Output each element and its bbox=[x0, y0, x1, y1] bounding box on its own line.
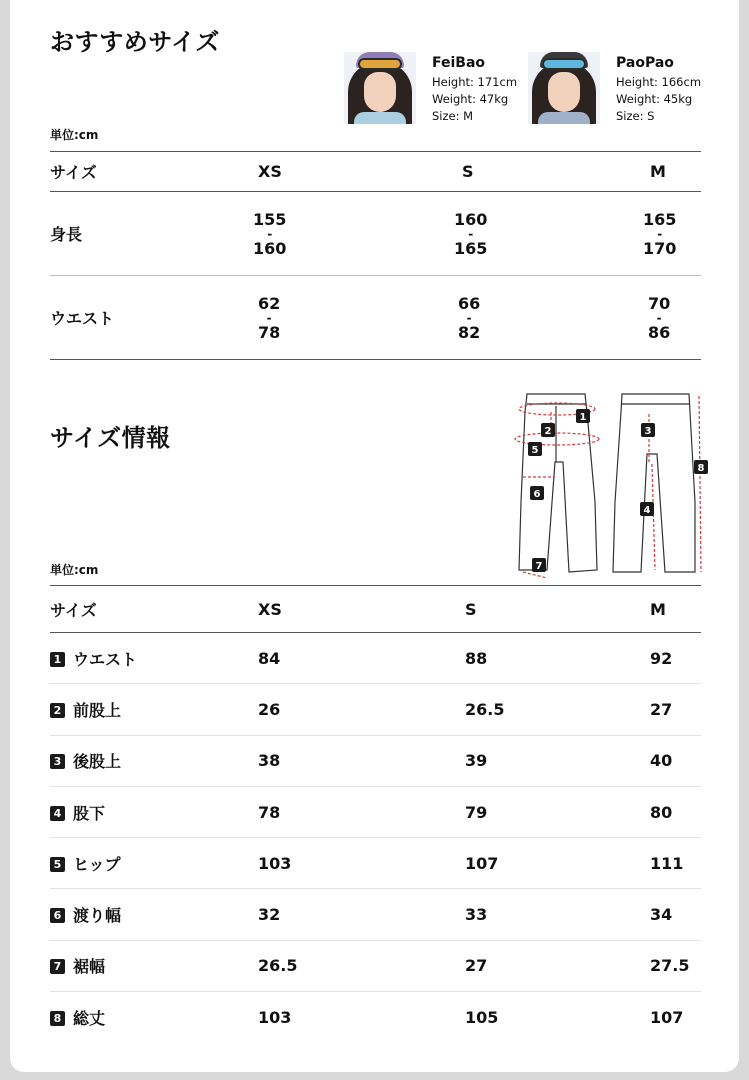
model-card-paopao bbox=[528, 52, 701, 125]
value-range: 62 - 78 bbox=[258, 294, 281, 342]
measurement-value: 105 bbox=[465, 1007, 499, 1027]
measurement-value: 103 bbox=[258, 1007, 292, 1027]
table-header-row bbox=[50, 586, 701, 633]
model-name: FeiBao bbox=[432, 55, 486, 71]
model-info bbox=[432, 52, 517, 125]
measurement-value: 26.5 bbox=[258, 956, 298, 976]
measurement-number-badge: 4 bbox=[50, 806, 65, 821]
measurement-value: 84 bbox=[258, 648, 281, 668]
measurement-label bbox=[50, 633, 258, 684]
diagram-marker-3: 3 bbox=[644, 426, 652, 437]
header-cell: M bbox=[650, 599, 666, 619]
model-size: Size: S bbox=[616, 109, 655, 123]
diagram-marker-1: 1 bbox=[579, 412, 587, 423]
model-weight: Weight: 47kg bbox=[432, 92, 509, 106]
size-chart-card bbox=[10, 0, 739, 1072]
measurement-value: 34 bbox=[650, 905, 673, 925]
measurement-label bbox=[50, 684, 258, 735]
pants-measurement-diagram bbox=[497, 382, 727, 582]
value-range: 160 - 165 bbox=[454, 210, 488, 258]
unit-label: 単位:cm bbox=[50, 128, 99, 142]
header-cell: サイズ bbox=[50, 163, 97, 182]
measurement-value: 78 bbox=[258, 802, 281, 822]
measurement-number-badge: 3 bbox=[50, 754, 65, 769]
recommended-title: おすすめサイズ bbox=[50, 28, 220, 56]
diagram-marker-5: 5 bbox=[531, 445, 539, 456]
row-label: 身長 bbox=[50, 225, 83, 244]
measurement-value: 38 bbox=[258, 751, 281, 771]
measurement-value: 40 bbox=[650, 751, 673, 771]
measurement-name: ヒップ bbox=[73, 854, 121, 874]
measurement-name: 総丈 bbox=[73, 1008, 106, 1028]
measurement-label bbox=[50, 786, 258, 837]
measurement-value: 26.5 bbox=[465, 699, 505, 719]
model-info bbox=[616, 52, 701, 125]
table-row bbox=[50, 786, 701, 837]
measurement-name: 渡り幅 bbox=[73, 906, 122, 926]
measurement-value: 27 bbox=[650, 699, 673, 719]
table-row bbox=[50, 735, 701, 786]
header-cell: S bbox=[462, 162, 474, 181]
table-row bbox=[50, 192, 701, 276]
diagram-marker-8: 8 bbox=[697, 463, 705, 474]
table-row bbox=[50, 633, 701, 684]
measurement-value: 88 bbox=[465, 648, 488, 668]
model-height: Height: 166cm bbox=[616, 75, 702, 89]
measurement-value: 107 bbox=[465, 853, 499, 873]
table-row bbox=[50, 889, 701, 940]
header-cell: XS bbox=[258, 162, 282, 181]
row-label: ウエスト bbox=[50, 309, 115, 328]
unit-label: 単位:cm bbox=[50, 563, 99, 577]
measurement-value: 92 bbox=[650, 648, 673, 668]
measurement-value: 27.5 bbox=[650, 956, 690, 976]
model-photo bbox=[344, 52, 416, 124]
model-size: Size: M bbox=[432, 109, 474, 123]
measurement-name: 股下 bbox=[73, 803, 106, 823]
table-row bbox=[50, 276, 701, 360]
size-info-table bbox=[50, 585, 701, 1043]
measurement-label bbox=[50, 889, 258, 940]
measurement-value: 33 bbox=[465, 905, 488, 925]
measurement-value: 111 bbox=[650, 853, 684, 873]
header-cell: S bbox=[465, 599, 477, 619]
measurement-value: 103 bbox=[258, 853, 292, 873]
value-range: 165 - 170 bbox=[643, 210, 677, 258]
value-range: 155 - 160 bbox=[253, 210, 287, 258]
measurement-number-badge: 7 bbox=[50, 959, 65, 974]
table-row bbox=[50, 684, 701, 735]
measurement-name: ウエスト bbox=[73, 649, 138, 669]
measurement-label bbox=[50, 992, 258, 1043]
measurement-value: 26 bbox=[258, 699, 281, 719]
measurement-label bbox=[50, 838, 258, 889]
model-photo bbox=[528, 52, 600, 124]
table-header-row bbox=[50, 152, 701, 192]
measurement-label bbox=[50, 735, 258, 786]
header-cell: XS bbox=[258, 599, 282, 619]
measurement-value: 107 bbox=[650, 1007, 684, 1027]
recommended-size-table bbox=[50, 151, 701, 360]
measurement-value: 79 bbox=[465, 802, 488, 822]
model-name: PaoPao bbox=[616, 55, 674, 71]
measurement-name: 前股上 bbox=[73, 700, 122, 720]
diagram-marker-7: 7 bbox=[535, 561, 543, 572]
table-row bbox=[50, 992, 701, 1043]
measurement-value: 39 bbox=[465, 751, 488, 771]
measurement-number-badge: 1 bbox=[50, 652, 65, 667]
diagram-marker-6: 6 bbox=[533, 489, 541, 500]
model-height: Height: 171cm bbox=[432, 75, 518, 89]
model-card-feibao bbox=[344, 52, 517, 125]
table-row bbox=[50, 940, 701, 991]
measurement-value: 80 bbox=[650, 802, 673, 822]
measurement-label bbox=[50, 940, 258, 991]
value-range: 66 - 82 bbox=[458, 294, 481, 342]
measurement-name: 後股上 bbox=[73, 752, 122, 772]
measurement-number-badge: 6 bbox=[50, 908, 65, 923]
measurement-number-badge: 5 bbox=[50, 857, 65, 872]
measurement-name: 裾幅 bbox=[73, 957, 106, 977]
header-cell: M bbox=[650, 162, 666, 181]
measurement-value: 32 bbox=[258, 905, 281, 925]
diagram-marker-4: 4 bbox=[643, 505, 651, 516]
measurement-number-badge: 2 bbox=[50, 703, 65, 718]
diagram-marker-2: 2 bbox=[544, 426, 552, 437]
size-info-title: サイズ情報 bbox=[50, 424, 171, 452]
measurement-number-badge: 8 bbox=[50, 1011, 65, 1026]
value-range: 70 - 86 bbox=[648, 294, 671, 342]
measurement-value: 27 bbox=[465, 956, 488, 976]
table-row bbox=[50, 838, 701, 889]
model-weight: Weight: 45kg bbox=[616, 92, 693, 106]
header-cell: サイズ bbox=[50, 600, 97, 620]
